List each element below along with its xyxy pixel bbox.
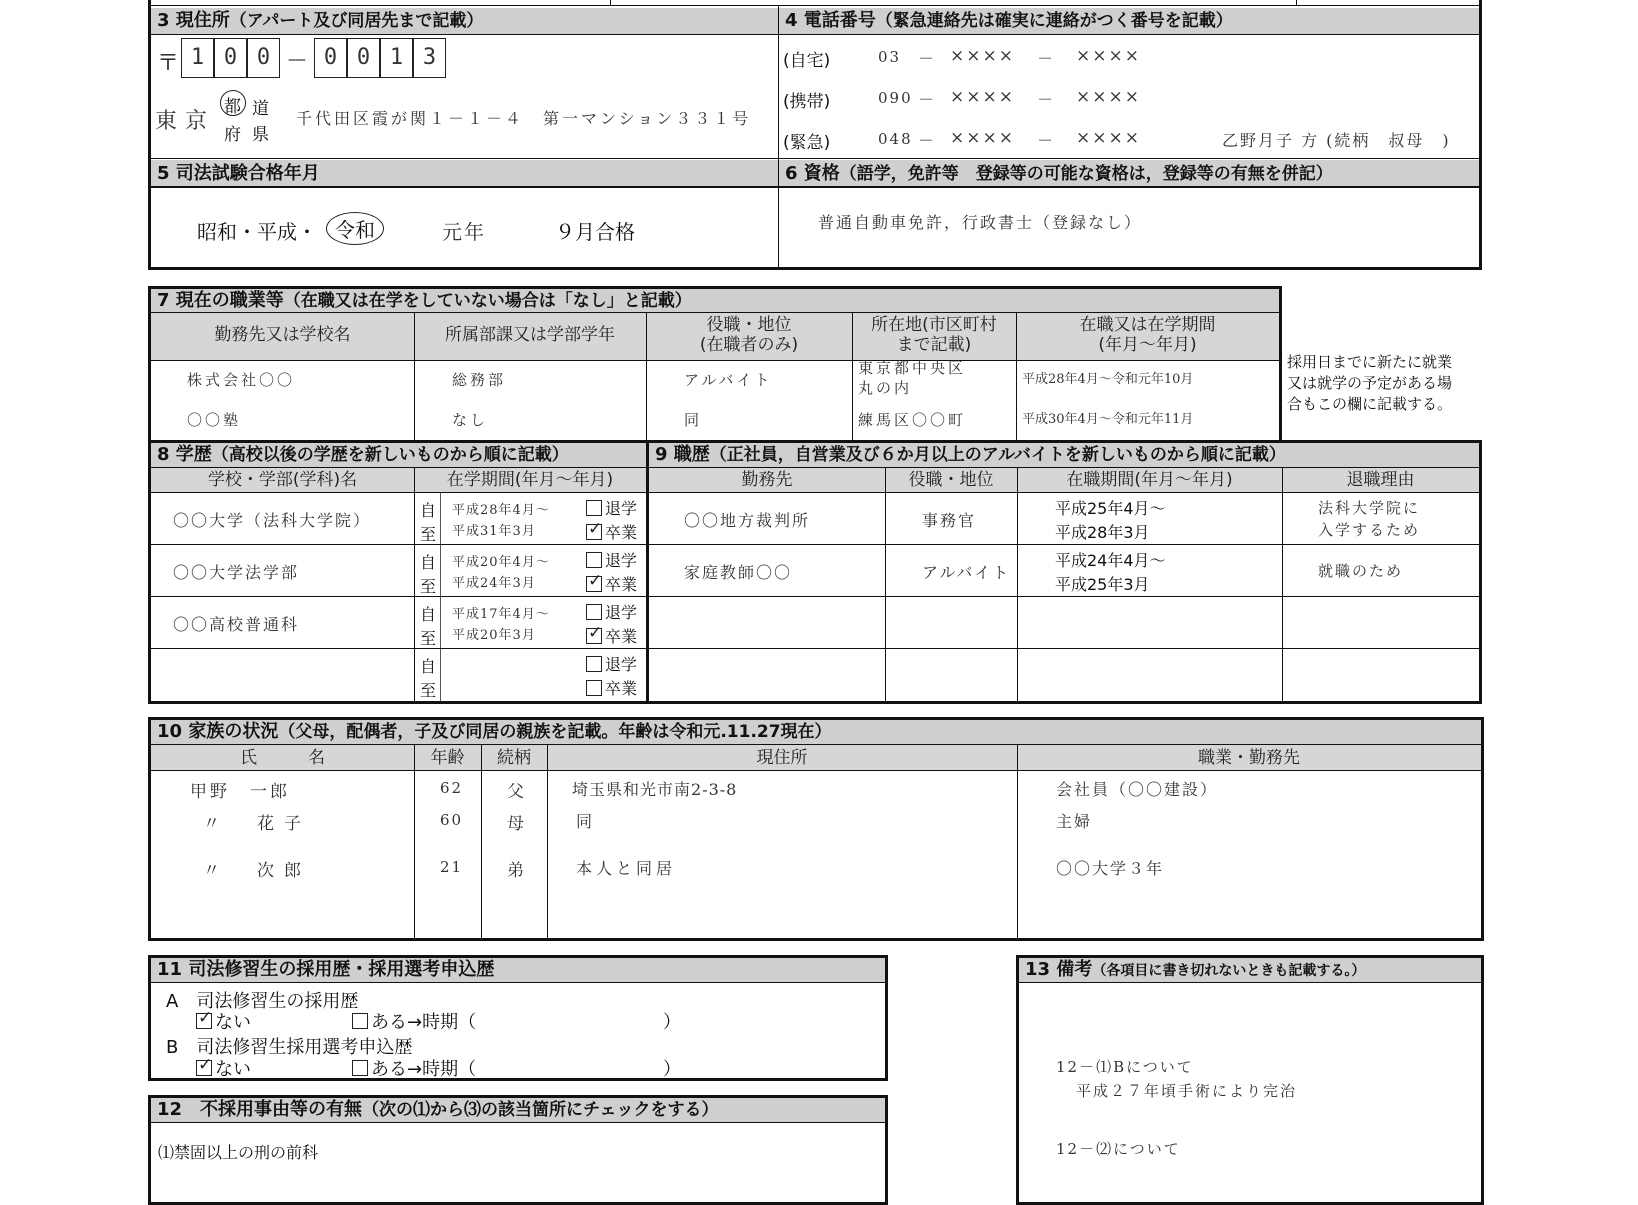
s9-row-rule-3 xyxy=(649,648,1479,649)
section-9-title: 9 職歴 xyxy=(655,444,710,465)
phone-last-1[interactable]: ×××× xyxy=(1076,87,1141,107)
s7-cell-0-0: 株式会社〇〇 xyxy=(187,371,296,389)
s11-b-exists[interactable] xyxy=(352,1055,476,1081)
section-5-title: 5 司法試験合格年月 xyxy=(157,163,320,184)
s8-from-label-2: 自 xyxy=(420,605,437,624)
s9-from-1: 平成24年4月～ xyxy=(1055,551,1166,570)
s10-job-0: 会社員（〇〇建設） xyxy=(1056,780,1219,799)
s7-col-0: 勤務先又は学校名 xyxy=(214,325,351,345)
section-3-5-divider xyxy=(148,158,1482,159)
s10-col-divider-2 xyxy=(481,745,482,938)
s8-col-0: 学校・学部(学科)名 xyxy=(207,470,358,490)
s8-col-divider xyxy=(414,468,415,701)
s9-employer-0: 〇〇地方裁判所 xyxy=(684,511,811,530)
s11-a-none[interactable] xyxy=(196,1008,251,1034)
s8-graduate-2[interactable] xyxy=(586,624,637,647)
s9-col-divider-2 xyxy=(1017,468,1018,701)
s10-name-1: 〃 花子 xyxy=(203,814,311,834)
s10-col-divider-1 xyxy=(414,745,415,938)
section-4-title: 4 電話番号 xyxy=(785,10,876,31)
section-10-title-note: （父母，配偶者，子及び同居の親族を記載。年齢は令和元.11.27現在） xyxy=(278,722,832,742)
section-8-title-note: （高校以後の学歴を新しいものから順に記載） xyxy=(211,445,569,465)
s7-cell-1-3: 練馬区〇〇町 xyxy=(858,411,967,429)
s9-employer-1: 家庭教師〇〇 xyxy=(684,563,793,582)
s10-job-2: 〇〇大学３年 xyxy=(1056,859,1165,878)
s8-withdraw-label-3: 退学 xyxy=(605,655,638,674)
s8-row-rule-1 xyxy=(151,544,646,545)
zip-digit-5[interactable]: 0 xyxy=(347,38,380,78)
s8-to-0: 平成31年3月 xyxy=(452,524,536,539)
section-11-title: 11 司法修習生の採用歴・採用選考申込歴 xyxy=(157,959,495,980)
section-12-title-note: （次の⑴から⑶の該当箇所にチェックをする） xyxy=(362,1100,719,1120)
s11-b-none[interactable] xyxy=(196,1055,251,1081)
s10-col-1: 年齢 xyxy=(430,748,465,768)
era-selected xyxy=(326,212,384,245)
s8-withdraw-checkbox-0[interactable] xyxy=(586,500,602,516)
phone-last-2[interactable]: ×××× xyxy=(1076,128,1141,148)
section-7-header xyxy=(151,289,1279,313)
phone-prefix-0[interactable]: 03 xyxy=(878,48,902,66)
prefecture-option-fu: 府 xyxy=(224,125,241,145)
section-7-title: 7 現在の職業等 xyxy=(157,290,284,311)
s12-first-line: ⑴禁固以上の刑の前科 xyxy=(158,1143,319,1162)
s11-b-close: ） xyxy=(663,1059,681,1080)
phone-dash1-2: － xyxy=(918,131,937,150)
s8-graduate-checkbox-0[interactable] xyxy=(586,524,602,540)
s10-col-0: 氏 名 xyxy=(240,748,325,768)
s7-col-4: 在職又は在学期間 (年月～年月) xyxy=(1079,315,1216,355)
s8-withdraw-label-2: 退学 xyxy=(605,603,638,622)
s8-from-label-3: 自 xyxy=(420,657,437,676)
s9-col-0: 勤務先 xyxy=(741,470,793,490)
zip-digit-4[interactable]: 0 xyxy=(314,38,347,78)
s8-graduate-checkbox-3[interactable] xyxy=(586,680,602,696)
s11-b-exists-checkbox[interactable] xyxy=(352,1060,368,1076)
s10-rel-0: 父 xyxy=(507,782,526,802)
s10-col-divider-4 xyxy=(1017,745,1018,938)
section-9-header xyxy=(649,443,1479,468)
s8-graduate-label-0: 卒業 xyxy=(605,523,638,542)
s7-cell-1-2: 同 xyxy=(684,411,703,429)
s7-cell-1-4: 平成30年4月～令和元年11月 xyxy=(1022,412,1194,427)
s8-from-0: 平成28年4月～ xyxy=(452,503,550,518)
zip-dash: － xyxy=(286,49,309,74)
section-11-header xyxy=(151,958,885,983)
s11-a-none-label: ない xyxy=(215,1012,251,1033)
section-10-title: 10 家族の状況 xyxy=(157,721,279,742)
s7-side-note: 採用日までに新たに就業又は就学の予定がある場合もこの欄に記載する。 xyxy=(1287,353,1453,413)
section-3-4-divider xyxy=(778,6,779,268)
s9-position-0: 事務官 xyxy=(922,511,977,530)
s8-to-label-1: 至 xyxy=(420,577,437,596)
phone-mid-2[interactable]: ×××× xyxy=(950,128,1015,148)
s11-b-none-label: ない xyxy=(215,1059,251,1080)
s8-school-1: 〇〇大学法学部 xyxy=(173,563,300,582)
s11-a-label: A 司法修習生の採用歴 xyxy=(166,991,359,1012)
s7-cell-0-2: アルバイト xyxy=(684,371,773,389)
s7-cell-1-1: なし xyxy=(452,411,489,429)
s11-a-exists-checkbox[interactable] xyxy=(352,1013,368,1029)
phone-prefix-2[interactable]: 048 xyxy=(878,130,913,148)
prefecture-option-to: 都 xyxy=(224,97,241,117)
s8-graduate-label-1: 卒業 xyxy=(605,575,638,594)
s10-addr-0: 埼玉県和光市南2-3-8 xyxy=(572,780,738,799)
zip-mark: 〒 xyxy=(157,51,180,76)
phone-label-2: (緊急) xyxy=(783,133,831,153)
s11-a-close: ） xyxy=(663,1012,681,1033)
phone-mid-1[interactable]: ×××× xyxy=(950,87,1015,107)
s7-col-1: 所属部課又は学部学年 xyxy=(445,325,615,345)
s8-from-2: 平成17年4月～ xyxy=(452,607,550,622)
s10-name-0: 甲野 一郎 xyxy=(190,782,290,802)
s11-b-label: B 司法修習生採用選考申込歴 xyxy=(166,1037,413,1058)
s8-withdraw-checkbox-2[interactable] xyxy=(586,604,602,620)
s8-row-rule-0 xyxy=(151,492,646,493)
section-5-header-rule xyxy=(148,187,778,188)
s9-to-0: 平成28年3月 xyxy=(1055,523,1150,542)
prefecture-option-ken: 県 xyxy=(252,125,269,145)
s13-line-2: 平成２７年頃手術により完治 xyxy=(1076,1082,1298,1100)
s11-a-none-checkbox[interactable] xyxy=(196,1013,212,1029)
s8-withdraw-checkbox-3[interactable] xyxy=(586,656,602,672)
zip-digit-7[interactable]: 3 xyxy=(413,38,446,78)
s8-to-2: 平成20年3月 xyxy=(452,628,536,643)
section-4-header xyxy=(779,8,1479,35)
s8-to-label-2: 至 xyxy=(420,629,437,648)
section-7-title-note: （在職又は在学をしていない場合は「なし」と記載） xyxy=(283,291,692,311)
s7-header-rule xyxy=(151,360,1279,361)
s10-col-4: 職業・勤務先 xyxy=(1198,748,1300,768)
s8-school-0: 〇〇大学（法科大学院） xyxy=(173,511,372,530)
phone-prefix-1[interactable]: 090 xyxy=(878,89,913,107)
phone-last-0[interactable]: ×××× xyxy=(1076,46,1141,66)
section-3-header xyxy=(151,8,778,35)
s7-cell-0-4: 平成28年4月～令和元年10月 xyxy=(1022,372,1194,387)
section-9-title-note: （正社員，自営業及び６か月以上のアルバイトを新しいものから順に記載） xyxy=(709,445,1286,465)
s8-from-label-0: 自 xyxy=(420,501,437,520)
address-value: 千代田区霞が関１－１－４ 第一マンション３３１号 xyxy=(296,109,752,128)
s8-withdraw-1[interactable] xyxy=(586,548,637,571)
s7-cell-1-0: 〇〇塾 xyxy=(187,411,242,429)
s9-to-1: 平成25年3月 xyxy=(1055,575,1150,594)
section-3-title-note: （アパート及び同居先まで記載） xyxy=(229,11,484,31)
era-prefix: 昭和・平成・ xyxy=(197,220,317,244)
s11-b-none-checkbox[interactable] xyxy=(196,1060,212,1076)
s9-col-1: 役職・地位 xyxy=(908,470,994,490)
s9-row-rule-1 xyxy=(649,544,1479,545)
qualification-value: 普通自動車免許，行政書士（登録なし） xyxy=(818,213,1143,232)
s8-school-2: 〇〇高校普通科 xyxy=(173,615,300,634)
s8-withdraw-label-1: 退学 xyxy=(605,551,638,570)
phone-dash2-0: － xyxy=(1037,49,1056,68)
section-4-title-note: （緊急連絡先は確実に連絡がつく番号を記載） xyxy=(875,11,1233,31)
s8-graduate-3[interactable] xyxy=(586,676,637,699)
s7-col-3: 所在地(市区町村 まで記載) xyxy=(871,315,997,355)
s9-position-1: アルバイト xyxy=(922,563,1011,582)
s8-graduate-0[interactable] xyxy=(586,520,637,543)
s13-line-3: 12－⑵について xyxy=(1056,1140,1181,1158)
zip-digit-1[interactable]: 1 xyxy=(181,38,214,78)
s8-graduate-label-3: 卒業 xyxy=(605,679,638,698)
s10-addr-2: 本人と同居 xyxy=(576,859,677,878)
s9-col-3: 退職理由 xyxy=(1346,470,1415,490)
phone-label-1: (携帯) xyxy=(783,92,831,112)
pass-year: 元年 xyxy=(442,220,486,244)
era-selected-text: 令和 xyxy=(335,218,375,242)
s9-col-divider-3 xyxy=(1282,468,1283,701)
phone-dash2-1: － xyxy=(1037,90,1056,109)
section-6-title-note: （語学，免許等 登録等の可能な資格は，登録等の有無を併記） xyxy=(839,164,1333,184)
s7-col-2: 役職・地位 (在職者のみ) xyxy=(699,315,799,355)
phone-mid-0[interactable]: ×××× xyxy=(950,46,1015,66)
s11-b-exists-label: ある→時期（ xyxy=(371,1059,477,1080)
prefecture-value: 東京 xyxy=(155,109,216,134)
s8-graduate-label-2: 卒業 xyxy=(605,627,638,646)
s10-name-2: 〃 次郎 xyxy=(203,861,311,881)
s8-to-label-0: 至 xyxy=(420,525,437,544)
s8-to-label-3: 至 xyxy=(420,681,437,700)
section-5-header xyxy=(151,160,778,187)
s9-row-rule-2 xyxy=(649,596,1479,597)
s8-row-rule-3 xyxy=(151,648,646,649)
s10-header-rule xyxy=(151,770,1481,771)
s11-a-exists-label: ある→時期（ xyxy=(371,1012,477,1033)
phone-dash1-1: － xyxy=(918,90,937,109)
s10-col-3: 現住所 xyxy=(756,748,808,768)
s8-graduate-checkbox-2[interactable] xyxy=(586,628,602,644)
s10-addr-1: 同 xyxy=(576,812,597,831)
s9-reason-0: 法科大学院に 入学するため xyxy=(1318,499,1421,539)
section-12-header xyxy=(151,1098,885,1123)
s8-row-rule-2 xyxy=(151,596,646,597)
section-6-header xyxy=(779,160,1479,187)
s8-withdraw-checkbox-1[interactable] xyxy=(586,552,602,568)
section-3-title: 3 現住所 xyxy=(157,10,230,31)
section-6-header-rule xyxy=(778,187,1482,188)
s9-col-2: 在職期間(年月～年月) xyxy=(1066,470,1233,490)
zip-digit-3[interactable]: 0 xyxy=(247,38,280,78)
section-13-title-note: （各項目に書き切れないときも記載する。） xyxy=(1092,963,1366,979)
s8-withdraw-0[interactable] xyxy=(586,496,637,519)
s8-graduate-checkbox-1[interactable] xyxy=(586,576,602,592)
s8-withdraw-2[interactable] xyxy=(586,600,637,623)
s10-age-0: 62 xyxy=(440,779,464,797)
s9-row-rule-0 xyxy=(649,492,1479,493)
s10-age-2: 21 xyxy=(440,858,464,876)
section-12-title: 12 不採用事由等の有無 xyxy=(157,1099,363,1120)
phone-dash1-0: － xyxy=(918,49,937,68)
s8-to-1: 平成24年3月 xyxy=(452,576,536,591)
s8-withdraw-3[interactable] xyxy=(586,652,637,675)
s8-withdraw-label-0: 退学 xyxy=(605,499,638,518)
section-8-title: 8 学歴 xyxy=(157,444,212,465)
s7-cell-0-1: 総務部 xyxy=(452,371,507,389)
s10-age-1: 60 xyxy=(440,811,464,829)
pass-month: ９月合格 xyxy=(555,220,635,244)
prefecture-option-do: 道 xyxy=(252,99,269,119)
s9-from-0: 平成25年4月～ xyxy=(1055,499,1166,518)
s11-a-exists[interactable] xyxy=(352,1008,476,1034)
s10-col-2: 続柄 xyxy=(497,748,531,768)
s8-from-1: 平成20年4月～ xyxy=(452,555,550,570)
emergency-contact: 乙野月子 方 (続柄 叔母 ) xyxy=(1222,131,1451,150)
section-8-header xyxy=(151,443,646,468)
s8-graduate-1[interactable] xyxy=(586,572,637,595)
s8-col-1: 在学期間(年月～年月) xyxy=(446,470,614,490)
s10-rel-1: 母 xyxy=(507,814,526,834)
s8-from-label-1: 自 xyxy=(420,553,437,572)
s13-line-1: 12－⑴Bについて xyxy=(1056,1058,1194,1076)
s9-reason-1: 就職のため xyxy=(1318,562,1404,580)
zip-digit-6[interactable]: 1 xyxy=(380,38,413,78)
phone-label-0: (自宅) xyxy=(783,51,831,71)
section-13-title: 13 備考 xyxy=(1025,959,1093,980)
phone-dash2-2: － xyxy=(1037,131,1056,150)
s10-rel-2: 弟 xyxy=(507,861,526,881)
section-10-header xyxy=(151,720,1481,745)
zip-digit-2[interactable]: 0 xyxy=(214,38,247,78)
s7-cell-0-3: 東京都中央区 丸の内 xyxy=(858,359,967,397)
section-6-title: 6 資格 xyxy=(785,163,840,184)
section-13-header xyxy=(1019,958,1481,983)
s10-job-1: 主婦 xyxy=(1056,812,1093,831)
s9-col-divider-1 xyxy=(885,468,886,701)
s10-col-divider-3 xyxy=(547,745,548,938)
